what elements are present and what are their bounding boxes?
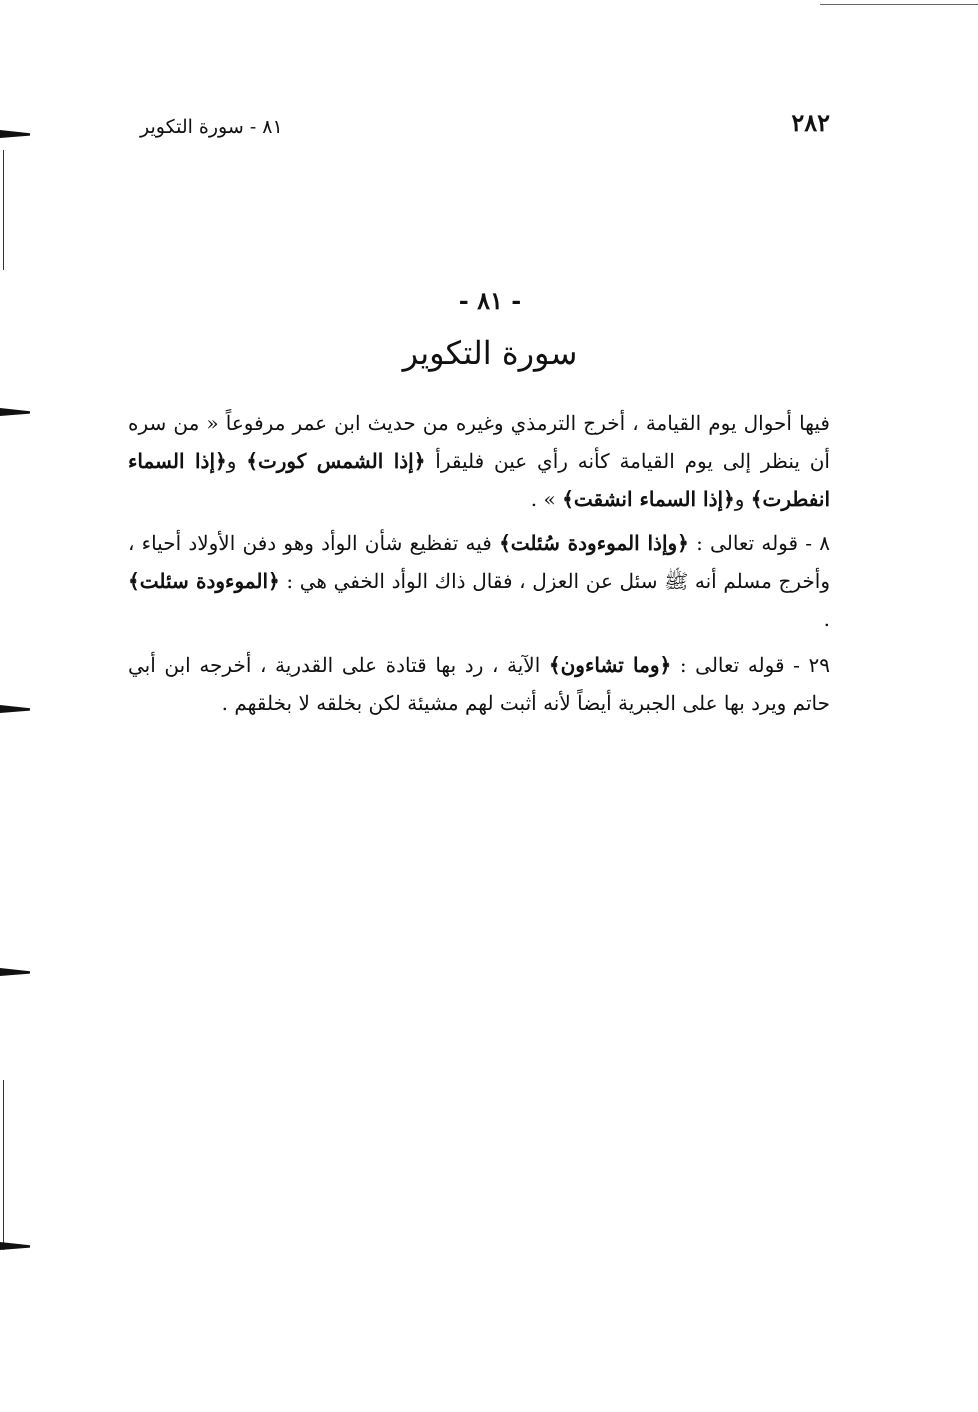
quran-quote: ﴿إذا السماء انشقت﴾ bbox=[562, 487, 735, 511]
binding-mark bbox=[0, 408, 30, 416]
paragraph-text: ٨ - قوله تعالى : bbox=[688, 531, 830, 555]
scan-edge-line bbox=[3, 150, 4, 270]
quran-quote: ﴿إذا الشمس كورت﴾ bbox=[246, 449, 426, 473]
paragraph-text: و bbox=[734, 487, 751, 511]
binding-mark bbox=[0, 1242, 30, 1250]
paragraph-text: . bbox=[823, 607, 830, 631]
page-number: ٢٨٢ bbox=[791, 108, 830, 137]
paragraph-text: الآية ، رد بها قتادة على القدرية ، أخرجه ابن أبي حاتم ويرد بها على الجبرية أيضاً لأنه أثبت لهم مشيئة لكن بخلقه لا بخلقهم . bbox=[128, 653, 830, 715]
paragraph-text: » . bbox=[530, 487, 563, 511]
chapter-number: - ٨١ - bbox=[458, 286, 522, 315]
chapter-title: سورة التكوير bbox=[402, 334, 578, 372]
paragraph-text: فيه تفظيع شأن الوأد وهو دفن الأولاد أحياء ، وأخرج مسلم أنه ﷺ سئل عن العزل ، فقال ذاك الوأد الخفي هي : bbox=[128, 531, 831, 593]
quran-quote: ﴿وما تشاءون﴾ bbox=[548, 653, 672, 677]
running-head: ٨١ - سورة التكوير bbox=[140, 116, 283, 138]
paragraph-verse-29 bbox=[128, 646, 830, 722]
paragraph-verse-8 bbox=[128, 524, 830, 638]
quran-quote: ﴿وإذا الموءودة سُئلت﴾ bbox=[499, 531, 689, 555]
top-rule bbox=[820, 4, 978, 5]
binding-mark bbox=[0, 968, 30, 976]
binding-mark bbox=[0, 130, 30, 138]
paragraph-text: ٢٩ - قوله تعالى : bbox=[671, 653, 830, 677]
paragraph-text: و bbox=[226, 449, 247, 473]
paragraph-text: فيها أحوال يوم القيامة ، أخرج الترمذي وغيره من حديث ابن عمر مرفوعاً « من سره أن ينظر إلى يوم القيامة كأنه رأي عين فليقرأ bbox=[128, 411, 830, 473]
paragraph-intro bbox=[128, 404, 830, 518]
scan-edge-line bbox=[3, 1080, 4, 1250]
quran-quote: ﴿إذا السماء انفطرت﴾ bbox=[128, 449, 830, 511]
binding-mark bbox=[0, 705, 30, 713]
quran-quote: ﴿الموءودة سئلت﴾ bbox=[128, 569, 280, 593]
